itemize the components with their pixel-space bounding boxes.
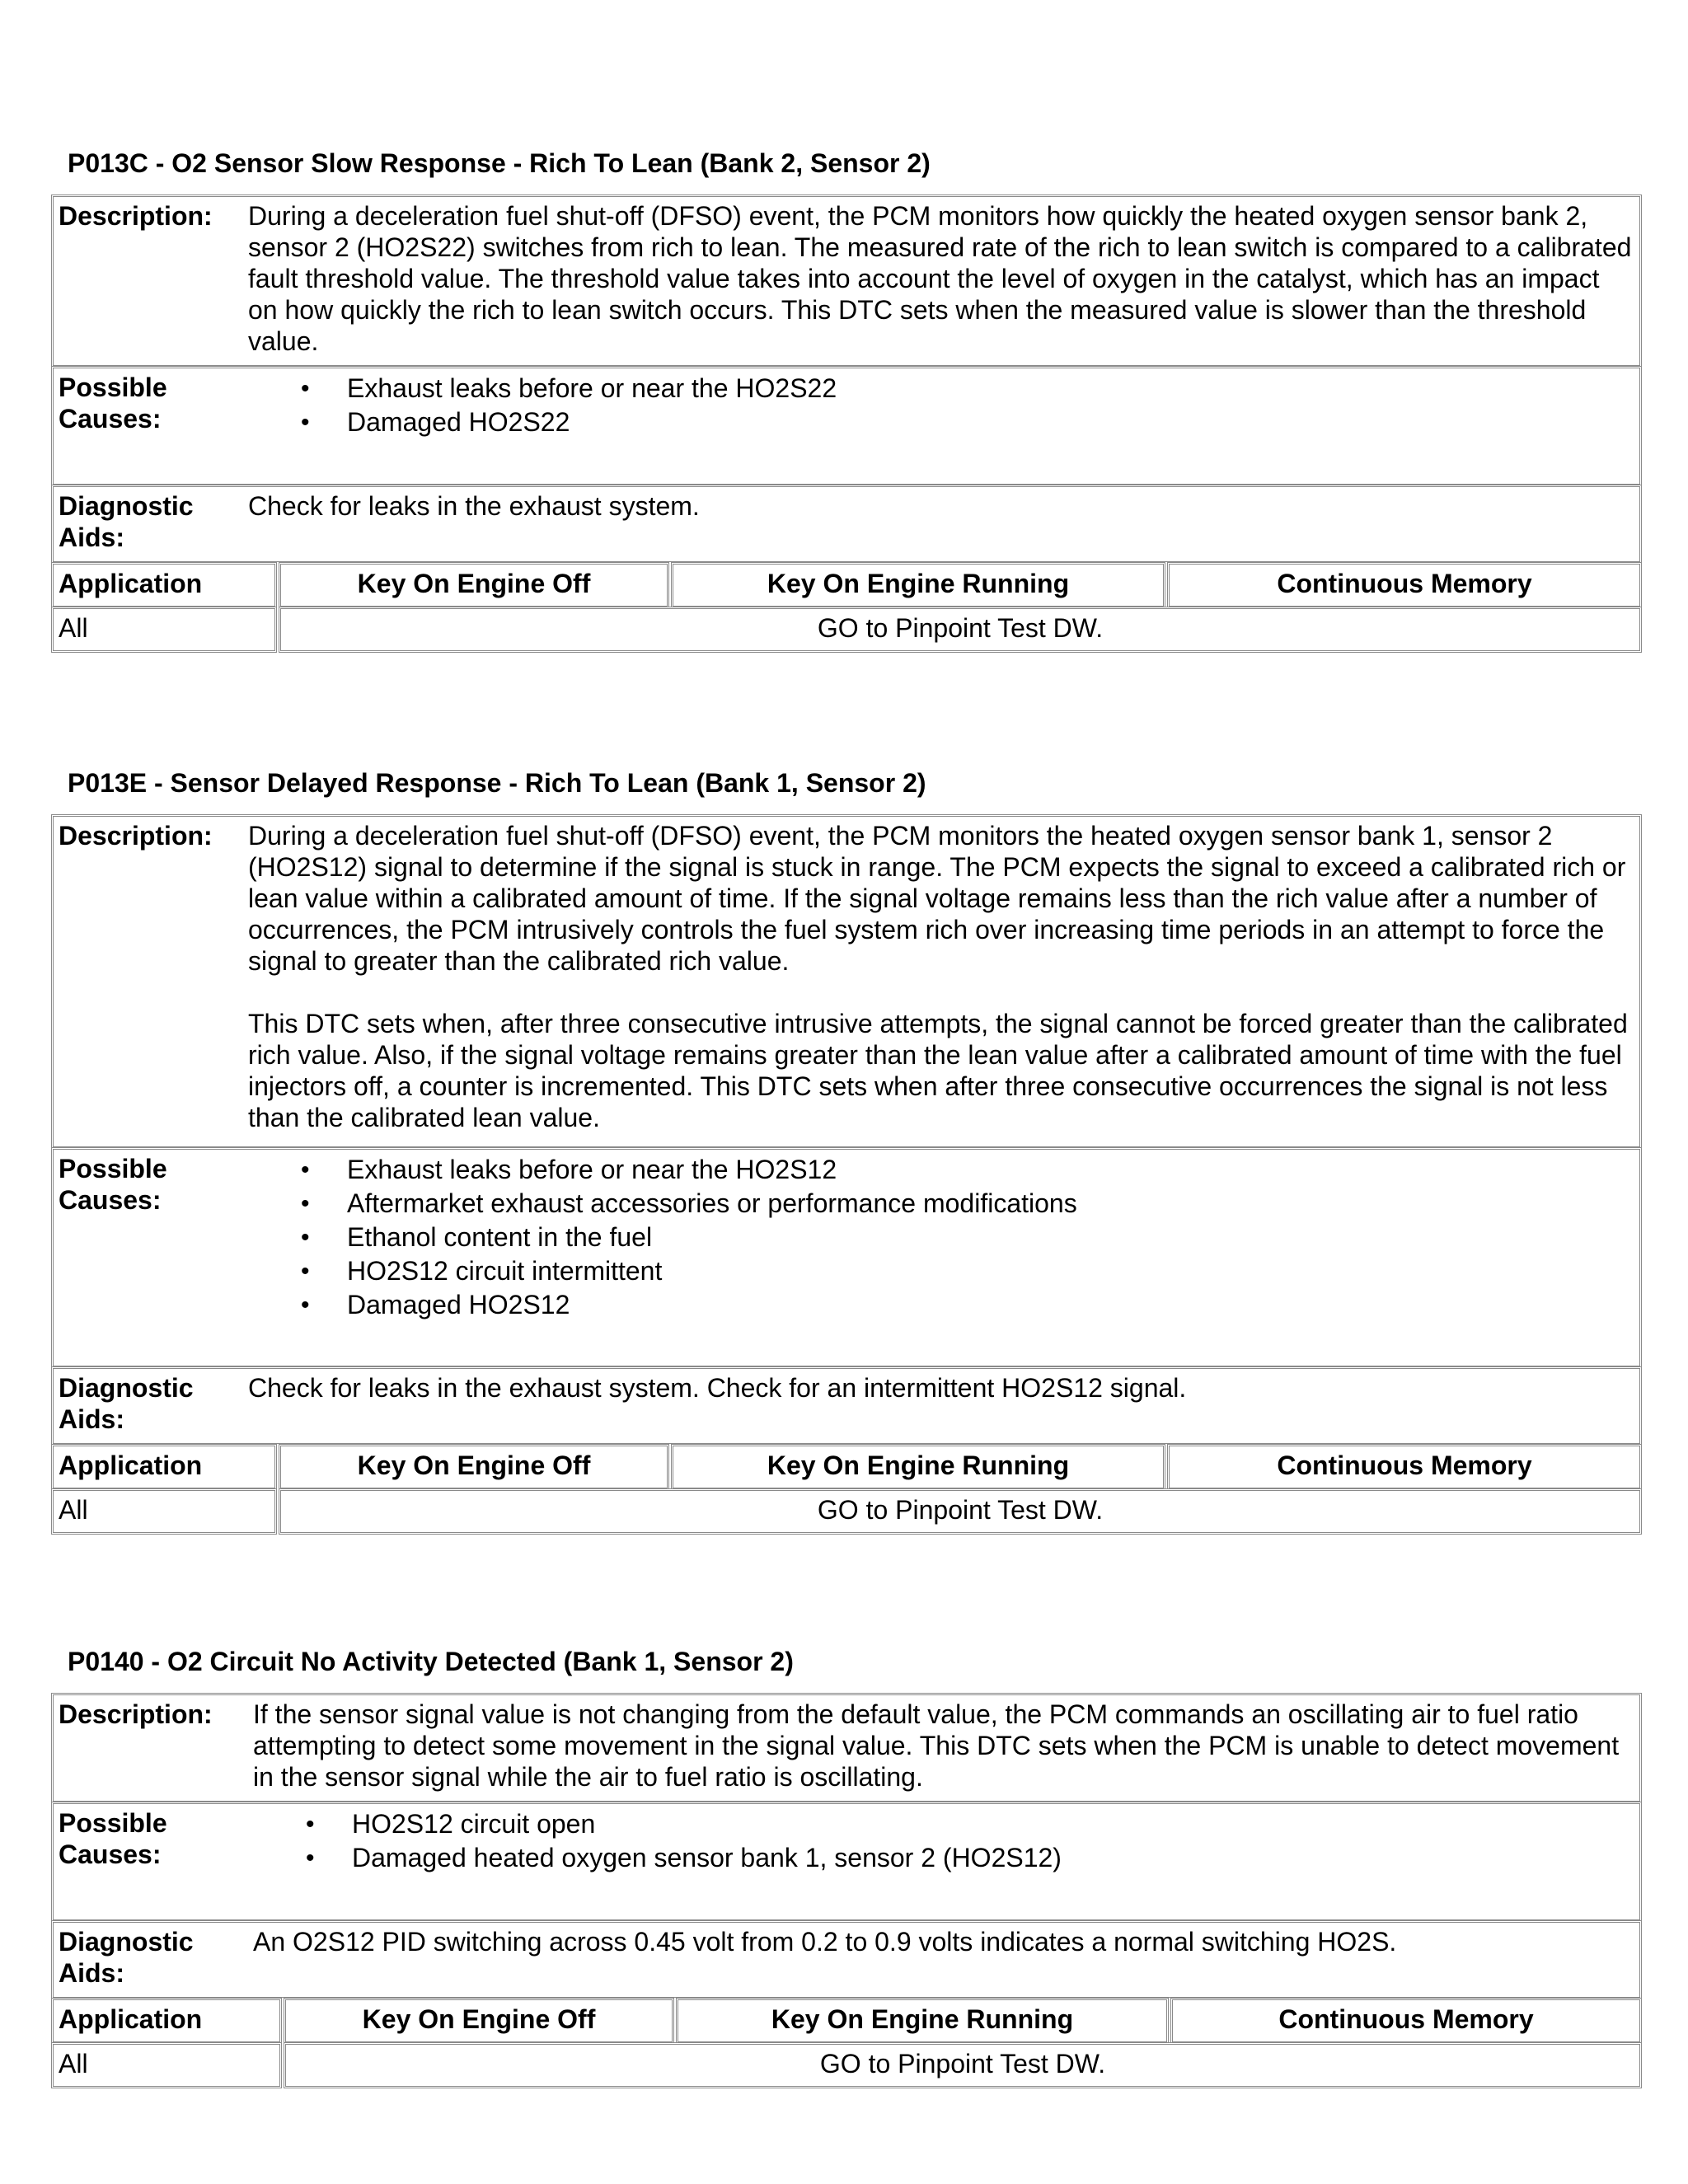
application-header: Application	[51, 562, 277, 608]
description-text-2: This DTC sets when, after three consecutive intrusive attempts, the signal cannot be forced greater than the calibrated rich value. Also, if the signal voltage remains greater than the lean value after a calibrated amount of time with the fuel injectors off, a counter is incremented. This DTC sets when after three consecutive occurrences the signal is not less than the calibrated lean value.	[248, 1009, 1628, 1132]
section-title: P013E - Sensor Delayed Response - Rich To Lean (Bank 1, Sensor 2)	[68, 768, 926, 798]
pinpoint-test-cell: GO to Pinpoint Test DW.	[284, 2042, 1642, 2088]
pinpoint-test-cell: GO to Pinpoint Test DW.	[279, 607, 1642, 653]
description-text: During a deceleration fuel shut-off (DFSO) event, the PCM monitors how quickly the heated oxygen sensor bank 2, sensor 2 (HO2S22) switches from rich to lean. The measured rate of the rich to lean switch is compared to a calibrated fault threshold value. The threshold value takes into account the level of oxygen in the catalyst, which has an impact on how quickly the rich to lean switch occurs. This DTC sets when the measured value is slower than the threshold value.	[248, 201, 1632, 356]
application-header: Application	[51, 1998, 282, 2044]
description-label: Description:	[59, 1699, 213, 1729]
causes-row	[51, 366, 1642, 486]
application-cell: All	[51, 607, 277, 653]
description-label: Description:	[59, 201, 213, 231]
application-data-row	[51, 1488, 1642, 1535]
causes-list	[248, 1153, 1077, 1322]
application-header-row	[51, 562, 1642, 608]
aids-row	[51, 485, 1642, 564]
causes-list	[253, 1807, 1062, 1875]
list-item: • Damaged HO2S22	[248, 405, 837, 439]
section-title: P0140 - O2 Circuit No Activity Detected (Bank 1, Sensor 2)	[68, 1647, 794, 1676]
application-header-row	[51, 1998, 1642, 2044]
causes-label: Possible Causes:	[59, 1808, 167, 1869]
aids-row	[51, 1920, 1642, 1999]
list-item: • Aftermarket exhaust accessories or performance modifications	[248, 1187, 1077, 1221]
list-item: • Ethanol content in the fuel	[248, 1221, 1077, 1254]
koer-header: Key On Engine Running	[671, 1444, 1165, 1490]
koer-header: Key On Engine Running	[676, 1998, 1169, 2044]
list-item: • Damaged heated oxygen sensor bank 1, sensor 2 (HO2S12)	[253, 1841, 1062, 1875]
koeo-header: Key On Engine Off	[279, 562, 669, 608]
causes-row	[51, 1147, 1642, 1368]
aids-row	[51, 1366, 1642, 1446]
koeo-header: Key On Engine Off	[279, 1444, 669, 1490]
causes-label: Possible Causes:	[59, 1154, 167, 1215]
description-label: Description:	[59, 821, 213, 851]
aids-label: Diagnostic Aids:	[59, 491, 194, 552]
section-title: P013C - O2 Sensor Slow Response - Rich To Lean (Bank 2, Sensor 2)	[68, 148, 931, 178]
description-row	[51, 814, 1642, 1149]
aids-text: Check for leaks in the exhaust system.	[248, 491, 700, 521]
description-row	[51, 194, 1642, 368]
application-cell: All	[51, 2042, 282, 2088]
application-header: Application	[51, 1444, 277, 1490]
continuous-memory-header: Continuous Memory	[1167, 1444, 1642, 1490]
description-text: If the sensor signal value is not changing from the default value, the PCM commands an oscillating air to fuel ratio attempting to detect some movement in the signal value. This DTC sets when the PCM is unable to detect movement in the sensor signal while the air to fuel ratio is oscillating.	[253, 1699, 1620, 1792]
koeo-header: Key On Engine Off	[284, 1998, 674, 2044]
application-data-row	[51, 2042, 1642, 2088]
application-header-row	[51, 1444, 1642, 1490]
list-item: • Exhaust leaks before or near the HO2S22	[248, 372, 837, 405]
aids-label: Diagnostic Aids:	[59, 1927, 194, 1988]
causes-row	[51, 1802, 1642, 1922]
list-item: • Damaged HO2S12	[248, 1288, 1077, 1322]
list-item: • HO2S12 circuit intermittent	[248, 1254, 1077, 1288]
causes-list	[248, 372, 837, 439]
causes-label: Possible Causes:	[59, 373, 167, 434]
list-item: • HO2S12 circuit open	[253, 1807, 1062, 1841]
aids-text: Check for leaks in the exhaust system. Check for an intermittent HO2S12 signal.	[248, 1373, 1187, 1403]
aids-label: Diagnostic Aids:	[59, 1373, 194, 1434]
continuous-memory-header: Continuous Memory	[1167, 562, 1642, 608]
description-text: During a deceleration fuel shut-off (DFSO) event, the PCM monitors the heated oxygen sensor bank 1, sensor 2 (HO2S12) signal to determine if the signal is stuck in range. The PCM expects the signal to exceed a calibrated rich or lean value within a calibrated amount of time. If the signal voltage remains less than the rich value after a number of occurrences, the PCM intrusively controls the fuel system rich over increasing time periods in an attempt to force the signal to greater than the calibrated rich value.	[248, 821, 1626, 976]
continuous-memory-header: Continuous Memory	[1170, 1998, 1642, 2044]
application-cell: All	[51, 1488, 277, 1535]
application-data-row	[51, 607, 1642, 653]
aids-text: An O2S12 PID switching across 0.45 volt from 0.2 to 0.9 volts indicates a normal switching HO2S.	[253, 1927, 1397, 1957]
koer-header: Key On Engine Running	[671, 562, 1165, 608]
pinpoint-test-cell: GO to Pinpoint Test DW.	[279, 1488, 1642, 1535]
list-item: • Exhaust leaks before or near the HO2S12	[248, 1153, 1077, 1187]
description-row	[51, 1693, 1642, 1803]
